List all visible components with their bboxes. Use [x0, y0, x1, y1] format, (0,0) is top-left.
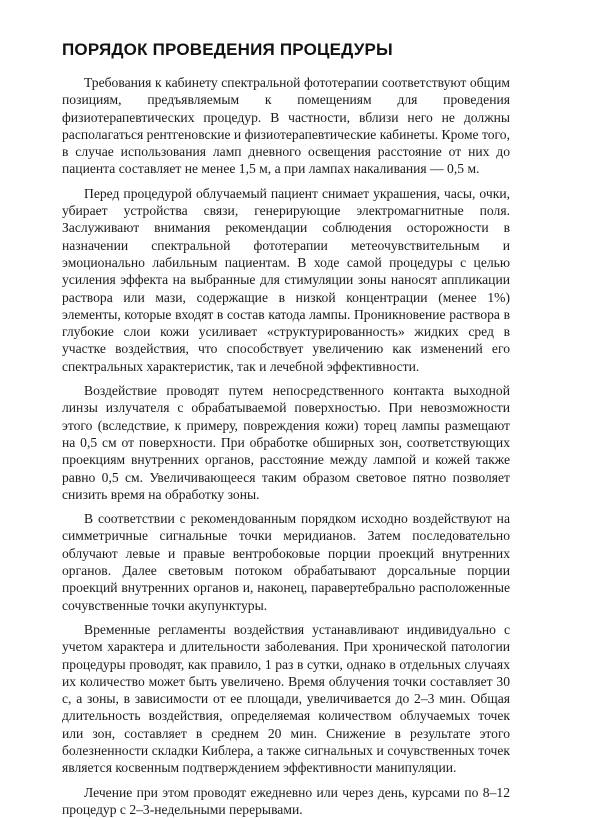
- paragraph: Перед процедурой облучаемый пациент снимает украшения, часы, очки, убирает устройства связи, генерирующие электромагнитные поля. Заслуживают внимания рекомендации соблюдения осторожности в назначении спектральной фототерапии метеочувствительным и эмоционально лабильным пациентам. В ходе самой процедуры с целью усиления эффекта на выбранные для стимуляции зоны наносят аппликации раствора или мази, содержащие в низкой концентрации (менее 1%) элементы, которые входят в состав катода лампы. Проникновение раствора в глубокие слои кожи усиливает «структурированность» жидких сред в участке воздействия, что способствует увеличению как изменений его спектральных характеристик, так и лечебной эффективности.: [62, 185, 510, 374]
- body-text: [62, 74, 510, 818]
- paragraph: Временные регламенты воздействия устанавливают индивидуально с учетом характера и длительности заболевания. При хронической патологии процедуры проводят, как правило, 1 раз в сутки, однако в отдельных случаях их количество может быть увеличено. Время облучения точки составляет 30 с, а зоны, в зависимости от ее площади, увеличивается до 2–3 мин. Общая длительность воздействия, определяемая количеством облучаемых точек или зон, составляет в среднем 20 мин. Снижение в результате этого болезненности складки Киблера, а также сигнальных и сочувственных точек является косвенным подтверждением эффективности манипуляции.: [62, 621, 510, 776]
- paragraph: В соответствии с рекомендованным порядком исходно воздействуют на симметричные сигнальные точки меридианов. Затем последовательно облучают левые и правые вентробоковые порции проекций внутренних органов. Далее световым потоком обрабатывают дорсальные порции проекций внутренних органов и, наконец, паравертебрально расположенные сочувственные точки акупунктуры.: [62, 511, 510, 613]
- paragraph: Лечение при этом проводят ежедневно или через день, курсами по 8–12 процедур с 2–3-недельными перерывами.: [62, 784, 510, 817]
- paragraph: Требования к кабинету спектральной фототерапии соответствуют общим позициям, предъявляемым к помещениям для проведения физиотерапевтических процедур. В частности, вблизи него не должны располагаться рентгеновские и физиотерапевтические кабинеты. Кроме того, в случае использования ламп дневного освещения расстояние от них до пациента составляет не менее 1,5 м, а при лампах накаливания — 0,5 м.: [62, 75, 510, 177]
- paragraph: Воздействие проводят путем непосредственного контакта выходной линзы излучателя с обрабатываемой поверхностью. При невозможности этого (вследствие, к примеру, повреждения кожи) торец лампы размещают на 0,5 см от поверхности. При обработке обширных зон, соответствующих проекциям внутренних органов, расстояние между лампой и кожей также равно 0,5 см. Увеличивающееся таким образом световое пятно позволяет снизить время на обработку зоны.: [62, 383, 510, 502]
- section-heading: ПОРЯДОК ПРОВЕДЕНИЯ ПРОЦЕДУРЫ: [62, 40, 393, 59]
